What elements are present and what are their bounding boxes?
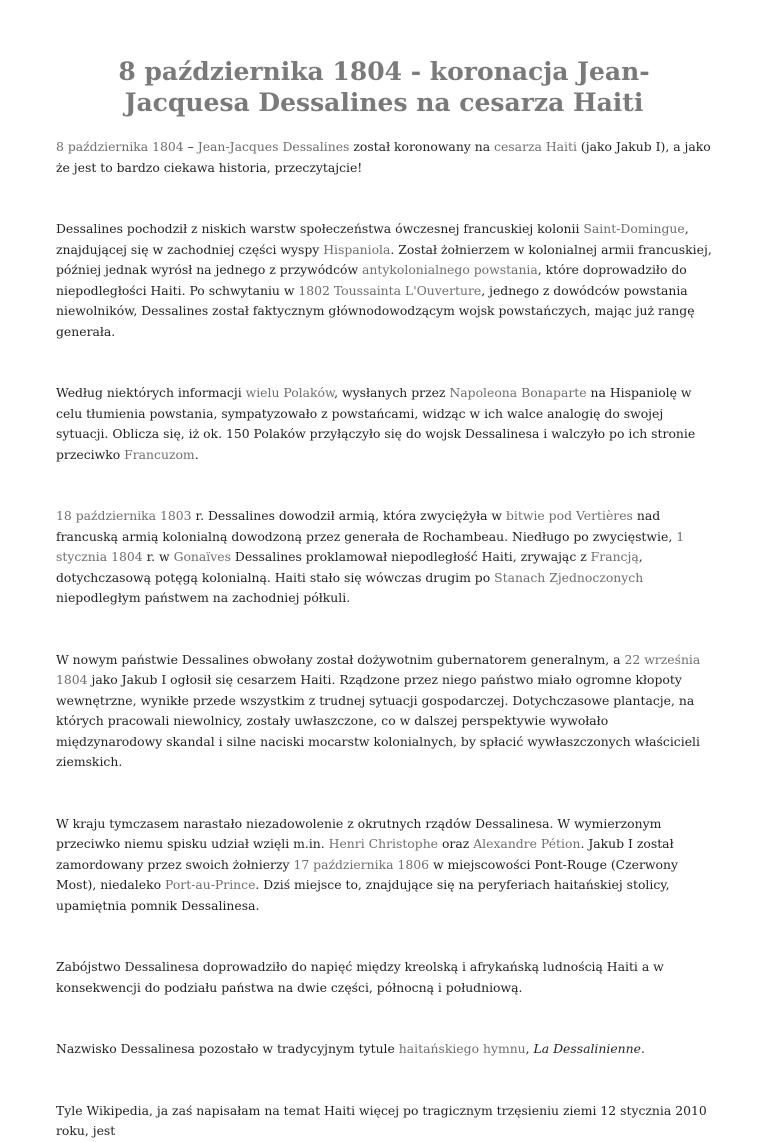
link-wielu-polakow[interactable]: wielu Polaków	[245, 385, 335, 400]
link-bitwa-pod-vertieres[interactable]: bitwie pod Vertières	[505, 508, 633, 523]
link-year-1802[interactable]: 1802	[298, 282, 330, 298]
link-stany-zjednoczone[interactable]: Stanach Zjednoczonych	[494, 569, 644, 585]
paragraph-closing: Tyle Wikipedia, ja zaś napisałam na temat Haiti więcej po tragicznym trzęsieniu ziemi 12 stycznia 2010 roku, jest	[56, 1102, 707, 1138]
link-year-1806[interactable]: 1806	[397, 856, 430, 872]
link-gonaives[interactable]: Gonaïves	[173, 549, 231, 564]
link-toussaint-louverture[interactable]: Toussainta L'Ouverture	[333, 282, 482, 298]
link-haiti[interactable]: Haiti	[545, 139, 577, 154]
paragraph-poles: Według niektórych informacji wielu Polaków, wysłanych przez Napoleona Bonaparte na Hispaniolę w celu tłumienia powstania, sympatyzowało z powstańcami, widząc w ich walce analogię do swojej sytuacji. Oblicza się, iż ok. 150 Polaków przyłączyło się do wojsk Dessalinesa i walczyło po ich stronie przeciwko Francuzom.	[56, 385, 696, 462]
paragraph-emperor: W nowym państwie Dessalines obwołany został dożywotnim gubernatorem generalnym, a 22 września 1804 jako Jakub I ogłosił się cesarzem Haiti. Rządzone przez niego państwo miało ogromne kłopoty wewnętrzne, wynikłe przede wszystkim z trudnej sytuacji gospodarczej. Dotychczasowe plantacje, na których pracowali niewolnicy, zostały uwłaszczone, co w dalszej perspektywie wywołało międzynarodowy skandal i silne naciski mocarstw kolonialnych, by spłacić wywłaszczonych właścicieli ziemskich.	[56, 651, 701, 769]
link-year-1804[interactable]: 1804	[111, 549, 143, 564]
paragraph-independence: 18 października 1803 r. Dessalines dowodził armią, która zwyciężyła w bitwie pod Vertières nad francuską armią kolonialną dowodzoną przez generała de Rochambeau. Niedługo po zwycięstwie, 1 stycznia 1804 r. w Gonaïves Dessalines proklamował niepodległość Haiti, zrywając z Francją, dotychczasową potęgą kolonialną. Haiti stało się wówczas drugim po Stanach Zjednoczonych niepodległym państwem na zachodniej półkuli.	[56, 508, 685, 605]
link-year-1804-b[interactable]: 1804	[56, 672, 88, 687]
link-francuzi[interactable]: Francuzom	[124, 446, 195, 462]
link-haitanski-hymn[interactable]: haitańskiego hymnu	[398, 1041, 526, 1056]
anthem-title: La Dessalinienne	[533, 1041, 641, 1056]
link-cesarz[interactable]: cesarza	[494, 139, 542, 154]
paragraph-origins: Dessalines pochodził z niskich warstw społeczeństwa ówczesnej francuskiej kolonii Saint-Domingue, znajdującej się w zachodniej części wyspy Hispaniola. Został żołnierzem w kolonialnej armii francuskiej, później jednak wyrósł na jednego z przywódców antykolonialnego powstania, które doprowadziło do niepodległości Haiti. Po schwytaniu w 1802 Toussainta L'Ouverture, jednego z dowódców powstania niewolników, Dessalines został faktycznym głównodowodzącym wojsk powstańczych, mając już rangę generała.	[56, 221, 712, 339]
article	[56, 0, 712, 1142]
link-napoleon-bonaparte[interactable]: Napoleona Bonaparte	[449, 385, 587, 400]
link-francja[interactable]: Francją	[590, 549, 639, 564]
link-date-22-september[interactable]: 22 września	[624, 651, 701, 667]
paragraph-death: W kraju tymczasem narastało niezadowolenie z okrutnych rządów Dessalinesa. W wymierzonym przeciwko niemu spisku udział wzięli m.in. Henri Christophe oraz Alexandre Pétion. Jakub I został zamordowany przez swoich żołnierzy 17 października 1806 w miejscowości Pont-Rouge (Czerwony Most), niedaleko Port-au-Prince. Dziś miejsce to, znajdujące się na peryferiach haitańskiej stolicy, upamiętnia pomnik Dessalinesa.	[56, 815, 678, 913]
paragraph-intro: 8 października 1804 – Jean-Jacques Dessalines został koronowany na cesarza Haiti (jako Jakub I), a jako że jest to bardzo ciekawa historia, przeczytajcie!	[56, 139, 711, 175]
link-date-1-january[interactable]: 1 stycznia	[56, 528, 685, 564]
paragraph-anthem: Nazwisko Dessalinesa pozostało w tradycyjnym tytule haitańskiego hymnu, La Dessalinienne.	[56, 1041, 645, 1056]
link-date-8-october-1804[interactable]: 8 października 1804	[56, 139, 184, 154]
link-henri-christophe[interactable]: Henri Christophe	[328, 836, 439, 851]
link-port-au-prince[interactable]: Port-au-Prince	[165, 877, 256, 892]
link-saint-domingue[interactable]: Saint-Domingue	[583, 221, 685, 236]
link-date-17-october[interactable]: 17 października	[293, 856, 394, 872]
link-antykolonialne-powstanie[interactable]: antykolonialnego powstania	[362, 262, 538, 277]
link-alexandre-petion[interactable]: Alexandre Pétion	[473, 836, 581, 851]
link-year-1803[interactable]: 1803	[160, 508, 192, 523]
paragraph-aftermath: Zabójstwo Dessalinesa doprowadziło do napięć między kreolską i afrykańską ludnością Haiti a w konsekwencji do podziału państwa na dwie części, północną i południową.	[56, 959, 664, 995]
page-title: 8 października 1804 - koronacja Jean-Jacquesa Dessalines na cesarza Haiti	[118, 57, 650, 117]
link-date-18-october[interactable]: 18 października	[56, 508, 157, 523]
link-hispaniola[interactable]: Hispaniola	[323, 241, 391, 257]
link-jean-jacques-dessalines[interactable]: Jean-Jacques Dessalines	[197, 139, 350, 154]
